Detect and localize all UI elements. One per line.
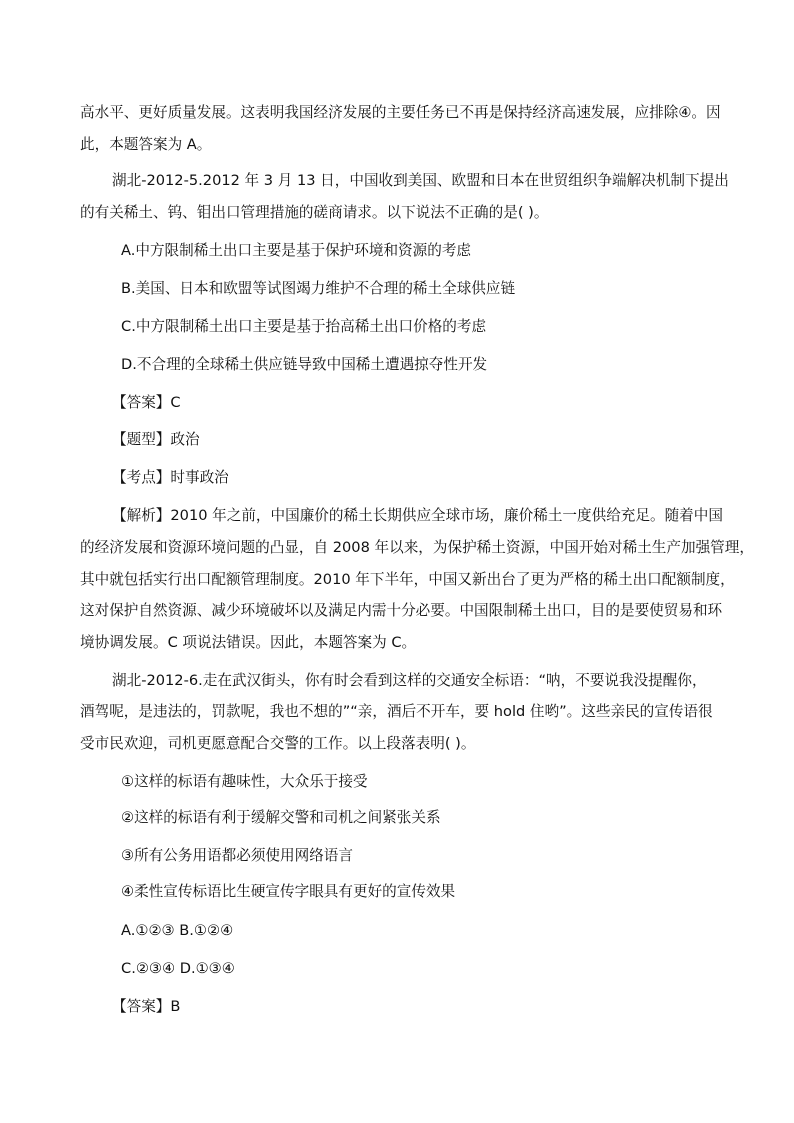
statement: ③所有公务用语都必须使用网络语言 [121,847,353,864]
option-b: B.美国、日本和欧盟等试图竭力维护不合理的稀土全球供应链 [121,280,516,297]
options-cd: C.②③④ D.①③④ [121,960,235,977]
statement: ①这样的标语有趣味性，大众乐于接受 [121,773,368,790]
option-c: C.中方限制稀土出口主要是基于抬高稀土出口价格的考虑 [121,318,487,335]
text-line: 此，本题答案为 A。 [80,136,212,153]
question-6-stem: 受市民欢迎，司机更愿意配合交警的工作。以上段落表明( )。 [80,735,476,752]
key-point: 【考点】时事政治 [112,469,229,486]
analysis: 境协调发展。C 项说法错误。因此，本题答案为 C。 [80,634,417,651]
question-5-stem: 湖北-2012-5.2012 年 3 月 13 日，中国收到美国、欧盟和日本在世贸组织争端解决机制下提出 [112,172,729,189]
analysis: 这对保护自然资源、减少环境破坏以及满足内需十分必要。中国限制稀土出口，目的是要使贸易和环 [80,602,723,619]
option-d: D.不合理的全球稀土供应链导致中国稀土遭遇掠夺性开发 [121,356,488,373]
question-type: 【题型】政治 [112,431,200,448]
statement: ④柔性宣传标语比生硬宣传字眼具有更好的宣传效果 [121,883,456,900]
analysis: 【解析】2010 年之前，中国廉价的稀土长期供应全球市场，廉价稀土一度供给充足。随着中国 [112,507,723,524]
question-5-stem: 的有关稀土、钨、钼出口管理措施的磋商请求。以下说法不正确的是( )。 [80,204,549,221]
text-line: 高水平、更好质量发展。这表明我国经济发展的主要任务已不再是保持经济高速发展，应排除④。因 [80,104,721,121]
statement: ②这样的标语有利于缓解交警和司机之间紧张关系 [121,809,441,826]
option-a: A.中方限制稀土出口主要是基于保护环境和资源的考虑 [121,242,472,259]
answer: 【答案】B [112,998,181,1015]
analysis: 的经济发展和资源环境问题的凸显，自 2008 年以来，为保护稀土资源，中国开始对稀土生产加强管理， [80,539,754,556]
analysis: 其中就包括实行出口配额管理制度。2010 年下半年，中国又新出台了更为严格的稀土出口配额制度， [80,571,735,588]
answer: 【答案】C [112,394,181,411]
question-6-stem: 湖北-2012-6.走在武汉街头，你有时会看到这样的交通安全标语：“呐，不要说我没提醒你， [112,672,707,689]
question-6-stem: 酒驾呢，是违法的，罚款呢，我也不想的”“亲，酒后不开车，要 hold 住哟”。这些亲民的宣传语很 [80,703,713,720]
options-ab: A.①②③ B.①②④ [121,922,234,939]
